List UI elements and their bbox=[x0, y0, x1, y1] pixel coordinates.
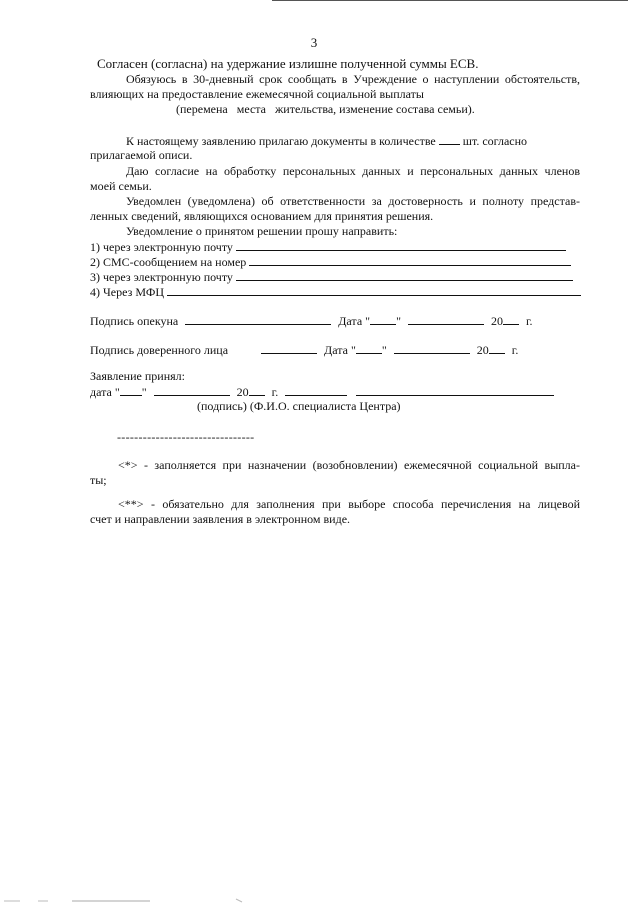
accepted-year-prefix: 20 bbox=[236, 385, 249, 399]
footnote-2-line-2: счет и направлении заявления в электронном виде. bbox=[90, 512, 351, 526]
accepted-date-label: дата " bbox=[90, 385, 120, 399]
guardian-year-prefix: 20 bbox=[490, 314, 503, 328]
guardian-signature-row bbox=[90, 313, 533, 329]
consent-withhold-line: Согласен (согласна) на удержание излишне полученной суммы ЕСВ. bbox=[97, 56, 479, 71]
personal-data-line-2: моей семьи. bbox=[90, 179, 152, 193]
option-mfc-label: 4) Через МФЦ bbox=[90, 285, 164, 299]
guardian-signature-blank[interactable] bbox=[185, 313, 331, 325]
proxy-year-suffix: г. bbox=[511, 343, 519, 357]
proxy-signature-blank[interactable] bbox=[261, 342, 317, 354]
accepted-date-row bbox=[90, 384, 554, 400]
proxy-year-prefix: 20 bbox=[476, 343, 489, 357]
accepted-date-day-blank[interactable] bbox=[120, 384, 142, 396]
guardian-date-day-blank[interactable] bbox=[370, 313, 396, 325]
proxy-date-quote: " bbox=[381, 343, 387, 357]
guardian-date-label: Дата " bbox=[338, 314, 371, 328]
guardian-date-quote: " bbox=[396, 314, 401, 328]
option-sms bbox=[90, 254, 571, 270]
notified-line-1: Уведомлен (уведомлена) об ответственности за достоверность и полноту представ- bbox=[126, 194, 580, 208]
accepted-year-suffix: г. bbox=[271, 385, 279, 399]
proxy-signature-label: Подпись доверенного лица bbox=[90, 343, 229, 357]
specialist-name-blank[interactable] bbox=[356, 384, 554, 396]
footnote-separator: -------------------------------- bbox=[117, 430, 255, 444]
guardian-year-suffix: г. bbox=[525, 314, 533, 328]
footnote-1-line-1: <*> - заполняется при назначении (возобновлении) ежемесячной социальной выпла- bbox=[118, 458, 580, 472]
option-email-2-blank[interactable] bbox=[236, 269, 573, 281]
page-number: 3 bbox=[310, 35, 318, 50]
guardian-year-blank[interactable] bbox=[503, 313, 519, 325]
scan-artifact bbox=[0, 897, 628, 903]
option-email-1 bbox=[90, 239, 566, 255]
option-email-2-label: 3) через электронную почту bbox=[90, 270, 233, 284]
specialist-signature-blank[interactable] bbox=[285, 384, 347, 396]
undertake-line-2: влияющих на предоставление ежемесячной социальной выплаты bbox=[90, 87, 424, 101]
option-sms-label: 2) СМС-сообщением на номер bbox=[90, 255, 247, 269]
footnote-1-line-2: ты; bbox=[90, 473, 107, 487]
attachments-text: К настоящему заявлению прилагаю документы в количестве bbox=[126, 134, 436, 148]
option-sms-blank[interactable] bbox=[249, 254, 571, 266]
attachments-line bbox=[126, 133, 527, 149]
accepted-year-blank[interactable] bbox=[249, 384, 265, 396]
option-mfc bbox=[90, 284, 581, 300]
footnote-2-line-1: <**> - обязательно для заполнения при выборе способа перечисления на лицевой bbox=[118, 497, 580, 511]
proxy-signature-row bbox=[90, 342, 518, 358]
attachments-count-blank[interactable] bbox=[439, 133, 460, 145]
guardian-date-month-blank[interactable] bbox=[408, 313, 484, 325]
accepted-date-quote: " bbox=[141, 385, 147, 399]
option-email-1-label: 1) через электронную почту bbox=[90, 240, 233, 254]
proxy-date-label: Дата " bbox=[324, 343, 356, 357]
proxy-date-month-blank[interactable] bbox=[394, 342, 470, 354]
attachments-line-2: прилагаемой описи. bbox=[90, 148, 193, 162]
top-rule bbox=[272, 0, 628, 1]
option-email-1-blank[interactable] bbox=[236, 239, 566, 251]
proxy-year-blank[interactable] bbox=[489, 342, 505, 354]
option-mfc-blank[interactable] bbox=[167, 284, 581, 296]
guardian-signature-label: Подпись опекуна bbox=[90, 314, 179, 328]
signature-caption: (подпись) (Ф.И.О. специалиста Центра) bbox=[197, 399, 401, 413]
accepted-label: Заявление принял: bbox=[90, 369, 185, 383]
undertake-line-3: (перемена места жительства, изменение состава семьи). bbox=[176, 102, 475, 116]
option-email-2 bbox=[90, 269, 573, 285]
notice-intro: Уведомление о принятом решении прошу направить: bbox=[126, 224, 398, 238]
proxy-date-day-blank[interactable] bbox=[356, 342, 382, 354]
accepted-date-month-blank[interactable] bbox=[154, 384, 230, 396]
attachments-unit: шт. согласно bbox=[462, 134, 528, 148]
personal-data-line-1: Даю согласие на обработку персональных данных и персональных данных членов bbox=[126, 164, 580, 178]
undertake-line-1: Обязуюсь в 30-дневный срок сообщать в Учреждение о наступлении обстоятельств, bbox=[126, 72, 580, 86]
notified-line-2: ленных сведений, являющихся основанием для принятия решения. bbox=[90, 209, 434, 223]
